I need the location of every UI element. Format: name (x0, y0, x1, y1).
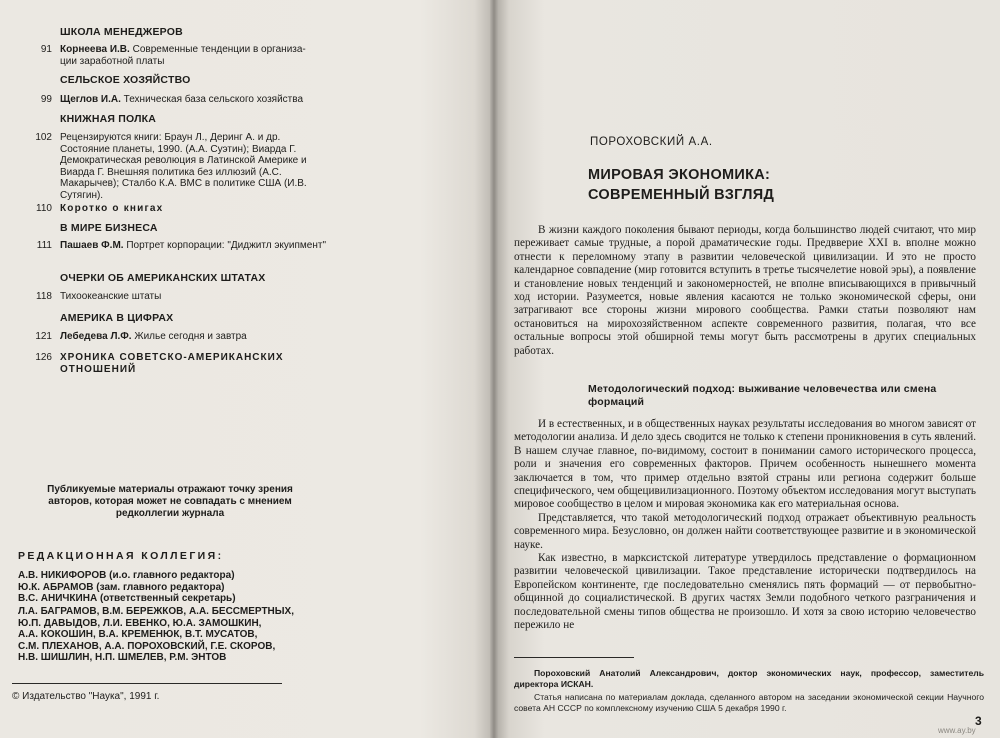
toc-entry-title: Техническая база сельского хозяйства (123, 94, 304, 105)
footnote-divider (514, 657, 634, 658)
toc-entry-text (60, 44, 330, 67)
paragraph: Представляется, что такой методологический подход отражает объективную реальность современного мира. Безусловно, он должен найти соответствующее развитие и в экономической науке. (514, 511, 976, 551)
toc-entry-author: Лебедева Л.Ф. (60, 331, 132, 342)
page-number: 3 (975, 714, 982, 728)
book-gutter (490, 0, 498, 738)
toc-section-title: ОЧЕРКИ ОБ АМЕРИКАНСКИХ ШТАТАХ (60, 272, 266, 284)
toc-page-number: 102 (35, 132, 52, 143)
article-subheading: Методологический подход: выживание человечества или смена формаций (588, 383, 937, 408)
toc-entry-text: ХРОНИКА СОВЕТСКО-АМЕРИКАНСКИХ ОТНОШЕНИЙ (60, 352, 284, 375)
toc-section-title: АМЕРИКА В ЦИФРАХ (60, 312, 174, 324)
toc-section-title: КНИЖНАЯ ПОЛКА (60, 113, 157, 125)
toc-page-number: 118 (36, 291, 52, 302)
footnote-author: Пороховский Анатолий Александрович, доктор экономических наук, профессор, заместитель директора ИСКАН. (514, 668, 984, 689)
article-title-line: СОВРЕМЕННЫЙ ВЗГЛЯД (588, 187, 775, 203)
toc-section-title: ШКОЛА МЕНЕДЖЕРОВ (60, 26, 183, 38)
editorial-board-editors (18, 570, 318, 605)
toc-entry-author: Щеглов И.А. (60, 94, 121, 105)
board-member: Л.А. БАГРАМОВ, В.М. БЕРЕЖКОВ, А.А. БЕССМЕРТНЫХ, (18, 606, 295, 617)
board-member: Ю.К. АБРАМОВ (зам. главного редактора) (18, 581, 225, 593)
article-intro (514, 224, 976, 358)
board-member: В.С. АНИЧКИНА (ответственный секретарь) (18, 593, 236, 604)
toc-entry-title: Жилье сегодня и завтра (134, 331, 247, 342)
board-member: А.В. НИКИФОРОВ (и.о. главного редактора) (18, 570, 235, 581)
toc-entry-text: Тихоокеанские штаты (60, 291, 162, 302)
article-body (514, 418, 976, 633)
paragraph: И в естественных, и в общественных науках результаты исследования во многом зависят от методологии анализа. И дело здесь сводится не только к степени проникновения в суть явлений. В нашем случае главное, по-видимому, состоит в понимании самого исторического процесса, роли и значения его современных факторов. Причем особенность нынешнего момента заключается в том, что пример отдельно взятой страны или региона содержит больше специфического, чем общецивилизационного. Поэтому объектом исследования могут выступать мировое сообщество в целом и мировая экономика как его материальная основа. (514, 418, 976, 511)
toc-page-number: 111 (36, 240, 52, 251)
toc-page-number: 91 (40, 44, 52, 55)
article-author: ПОРОХОВСКИЙ А.А. (590, 136, 713, 148)
board-member: Н.В. ШИШЛИН, Н.П. ШМЕЛЕВ, Р.М. ЭНТОВ (18, 652, 227, 663)
toc-entry-text (60, 331, 330, 343)
editorial-board-members (18, 606, 318, 664)
toc-page-number: 110 (36, 203, 52, 214)
article-title-line: МИРОВАЯ ЭКОНОМИКА: (588, 167, 771, 183)
toc-entry-text: Рецензируются книги: Браун Л., Деринг А. и др. Состояние планеты, 1990. (А.А. Суэтин); Виарда Г. Демократическая революция в Латинской Америке и Виарда Г. Внешняя политика без иллюзий (А.С. Макарычев); Сталбо К.А. ВМС в политике США (И.В. Сутягин). (60, 132, 307, 201)
board-member: А.А. КОКОШИН, В.А. КРЕМЕНЮК, В.Т. МУСАТОВ, (18, 629, 258, 640)
toc-page-number: 121 (35, 331, 52, 342)
toc-entry-title: Портрет корпорации: "Диджитл экуипмент" (126, 240, 327, 251)
editorial-board-title: РЕДАКЦИОННАЯ КОЛЛЕГИЯ: (18, 550, 224, 562)
toc-entry-text (60, 240, 330, 252)
footnote-note: Статья написана по материалам доклада, сделанного автором на заседании экономической секции Научного совета АН СССР по комплексному изучению США 5 декабря 1990 г. (514, 692, 984, 713)
board-member: Ю.П. ДАВЫДОВ, Л.И. ЕВЕНКО, Ю.А. ЗАМОШКИН, (18, 617, 262, 629)
toc-page-number: 126 (35, 352, 52, 363)
toc-entry-author: Корнеева И.В. (60, 44, 130, 55)
paragraph: Как известно, в марксистской литературе утвердилось представление о формационном развитии человеческой цивилизации. Такое представление исторически подтвердилось на Европейском континенте, где последовательно сменялись пять формаций — от первобытно-общинной до социалистической. В других частях Земли подобного четкого разграничения и последовательной смены типов общества не произошло. И хотя за свою историю человечество пережило не (514, 552, 976, 632)
toc-entry-text: Коротко о книгах (60, 203, 164, 214)
board-member: С.М. ПЛЕХАНОВ, А.А. ПОРОХОВСКИЙ, Г.Е. СКОРОВ, (18, 640, 276, 652)
editorial-disclaimer: Публикуемые материалы отражают точку зрения авторов, которая может не совпадать с мнением редколлегии журнала (47, 484, 293, 519)
toc-section-title: СЕЛЬСКОЕ ХОЗЯЙСТВО (60, 74, 191, 86)
toc-entry-author: Пашаев Ф.М. (60, 240, 124, 251)
divider (12, 683, 282, 684)
toc-entry-title: Современные тенденции в организа- ции заработной платы (60, 44, 306, 67)
watermark: www.ay.by (938, 726, 976, 735)
toc-section-title: В МИРЕ БИЗНЕСА (60, 222, 158, 234)
footnote (514, 668, 984, 714)
article-title (588, 165, 918, 205)
toc-entry-text (60, 94, 330, 106)
paragraph: В жизни каждого поколения бывают периоды, когда большинство людей считают, что мир переживает самые трудные, а порой драматические годы. Предвверие XXI в. вполне можно отнести к переломному этапу в развитии человеческой цивилизации. И это не просто календарное совпадение (мир готовится вступить в третье тысячелетие новой эры), а появление и становление новых тенденций и закономерностей, не вполне вписывающихся в привычный ход истории. Разумеется, новые явления касаются не только экономической сферы, они затрагивают все стороны жизни мирового сообщества. Рамки статьи позволяют нам остановиться на мирохозяйственном аспекте современного развития, полагая, что все остальные вопросы этой обширной темы могут быть рассмотрены в других специальных работах. (514, 224, 976, 357)
copyright: © Издательство "Наука", 1991 г. (12, 691, 160, 702)
toc-page-number: 99 (40, 94, 52, 105)
